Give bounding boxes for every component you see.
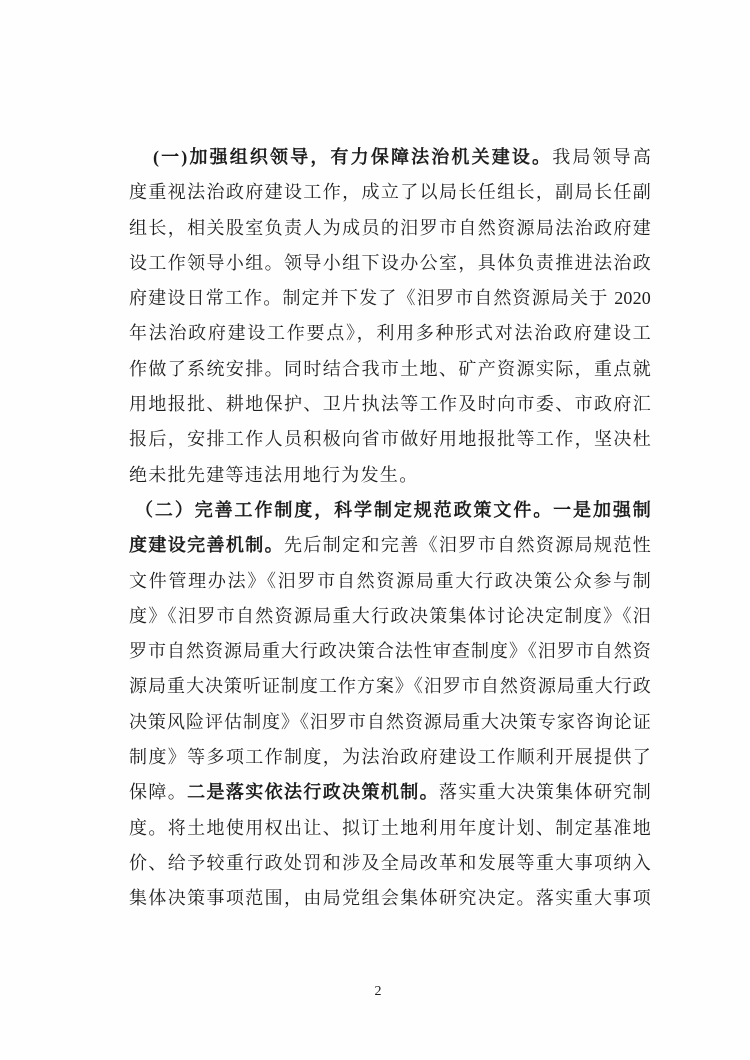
text-segment: 报后，安排工作人员积极向省市做好用地报批等工作，坚决杜 <box>129 429 651 450</box>
document-line <box>129 352 651 387</box>
text-segment: 作做了系统安排。同时结合我市土地、矿产资源实际，重点就 <box>129 358 651 379</box>
document-line <box>129 705 651 740</box>
document-line <box>129 669 651 704</box>
text-segment: 集体决策事项范围，由局党组会集体研究决定。落实重大事项 <box>129 888 651 909</box>
document-line <box>129 175 651 210</box>
document-line <box>129 281 651 316</box>
document-line <box>129 246 651 281</box>
document-line <box>129 740 651 775</box>
text-segment: 度。将土地使用权出让、拟订土地利用年度计划、制定基准地 <box>129 817 651 838</box>
document-line <box>129 564 651 599</box>
bold-text-segment: （二）完善工作制度，科学制定规范政策文件。一是加强制 <box>135 499 651 520</box>
text-segment: 设工作领导小组。领导小组下设办公室，具体负责推进法治政 <box>129 252 651 273</box>
text-segment: 决策风险评估制度》《汨罗市自然资源局重大决策专家咨询论证 <box>129 711 651 732</box>
document-line <box>129 316 651 351</box>
document-line <box>129 493 651 528</box>
text-segment: 源局重大决策听证制度工作方案》《汨罗市自然资源局重大行政 <box>129 676 651 697</box>
text-segment: 罗市自然资源局重大行政决策合法性审查制度》《汨罗市自然资 <box>129 641 651 662</box>
document-line <box>129 846 651 881</box>
document-line <box>129 211 651 246</box>
text-segment: 价、给予较重行政处罚和涉及全局改革和发展等重大事项纳入 <box>129 852 651 873</box>
bold-text-segment: 二是落实依法行政决策机制。 <box>187 782 440 803</box>
document-line <box>129 634 651 669</box>
document-line <box>129 387 651 422</box>
text-segment: 先后制定和完善《汨罗市自然资源局规范性 <box>284 535 651 556</box>
text-segment: 府建设日常工作。制定并下发了《汨罗市自然资源局关于 2020 <box>129 288 651 309</box>
text-segment: 组长，相关股室负责人为成员的汨罗市自然资源局法治政府建 <box>129 217 651 238</box>
bold-text-segment: (一)加强组织领导，有力保障法治机关建设。 <box>153 147 553 167</box>
document-line <box>129 775 651 810</box>
document-line <box>129 599 651 634</box>
bold-text-segment: 度建设完善机制。 <box>129 535 285 556</box>
document-line <box>129 881 651 916</box>
document-line <box>129 811 651 846</box>
text-segment: 度》《汨罗市自然资源局重大行政决策集体讨论决定制度》《汨 <box>129 605 651 626</box>
document-body <box>129 140 651 917</box>
document-line <box>129 528 651 563</box>
page-number: 2 <box>374 984 382 999</box>
document-line <box>129 422 651 457</box>
document-line <box>129 458 651 493</box>
text-segment: 绝未批先建等违法用地行为发生。 <box>129 464 419 485</box>
text-segment: 年法治政府建设工作要点》，利用多种形式对法治政府建设工 <box>129 323 651 344</box>
text-segment: 用地报批、耕地保护、卫片执法等工作及时向市委、市政府汇 <box>129 394 651 415</box>
text-segment: 文件管理办法》《汨罗市自然资源局重大行政决策公众参与制 <box>129 570 651 591</box>
text-segment: 我局领导高 <box>552 147 652 167</box>
text-segment: 落实重大决策集体研究制 <box>439 782 651 803</box>
text-segment: 度重视法治政府建设工作，成立了以局长任组长，副局长任副 <box>129 182 651 203</box>
text-segment: 保障。 <box>129 782 188 803</box>
document-line <box>129 140 651 175</box>
text-segment: 制度》等多项工作制度，为法治政府建设工作顺利开展提供了 <box>129 747 651 768</box>
